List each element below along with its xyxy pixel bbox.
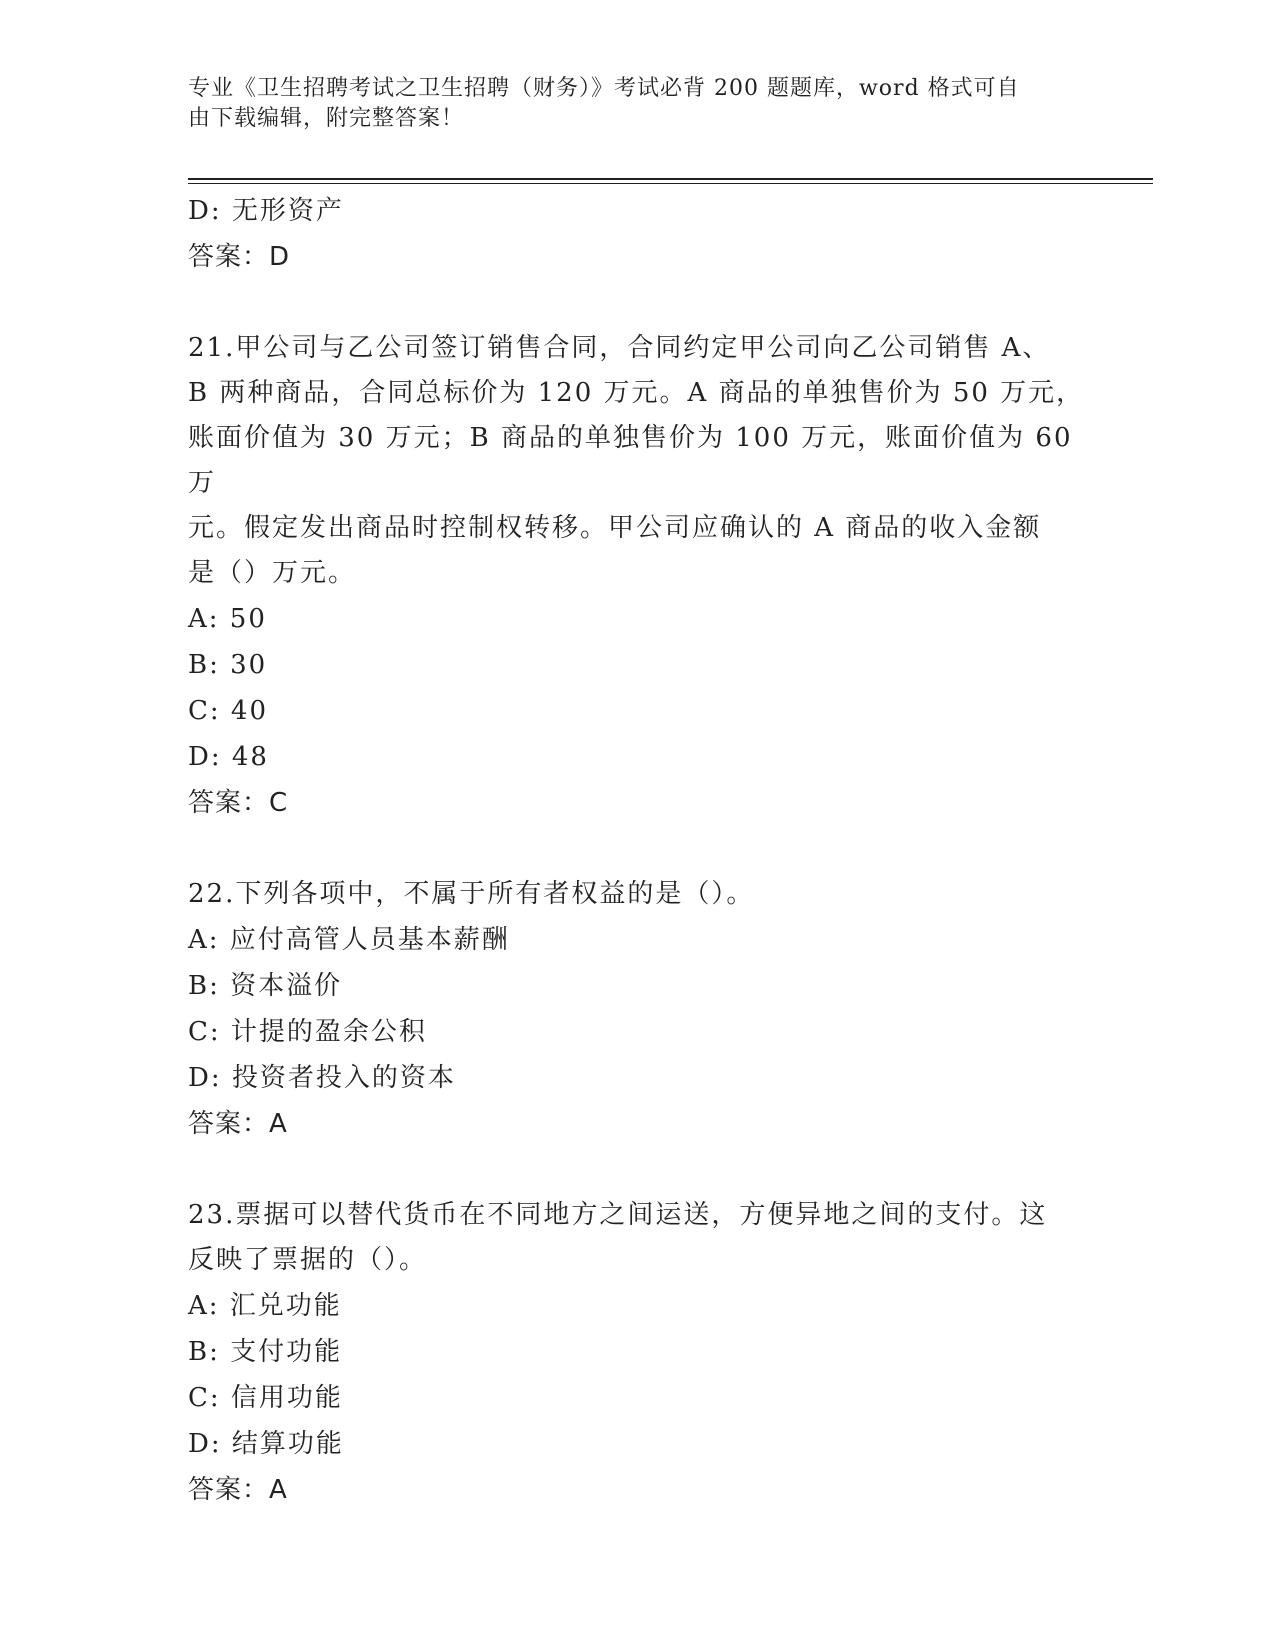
option-d: D: 无形资产 bbox=[188, 196, 344, 226]
option-a: A: 50 bbox=[188, 604, 267, 634]
question-23 bbox=[188, 1193, 1088, 1513]
option-d: D: 投资者投入的资本 bbox=[188, 1063, 456, 1093]
question-stem-line: 23.票据可以替代货币在不同地方之间运送，方便异地之间的支付。这 bbox=[188, 1200, 1048, 1230]
option-a: A: 应付高管人员基本薪酬 bbox=[188, 925, 510, 955]
option-b: B: 支付功能 bbox=[188, 1337, 343, 1367]
option-b: B: 资本溢价 bbox=[188, 971, 343, 1001]
question-stem-line: 22.下列各项中，不属于所有者权益的是（）。 bbox=[188, 879, 755, 909]
option-d: D: 结算功能 bbox=[188, 1429, 344, 1459]
option-d: D: 48 bbox=[188, 742, 269, 772]
question-stem-line: 反映了票据的（）。 bbox=[188, 1245, 428, 1275]
answer-line: 答案：A bbox=[188, 1475, 288, 1505]
question-stem-line: B 两种商品，合同总标价为 120 万元。A 商品的单独售价为 50 万元， bbox=[188, 378, 1085, 408]
answer-line: 答案：D bbox=[188, 242, 291, 272]
spacer bbox=[188, 1147, 1088, 1193]
header-line-2: 由下载编辑，附完整答案！ bbox=[188, 106, 465, 131]
question-stem-line: 21.甲公司与乙公司签订销售合同，合同约定甲公司向乙公司销售 A、 bbox=[188, 333, 1051, 363]
document-header bbox=[188, 74, 1088, 134]
question-stem-line: 账面价值为 30 万元；B 商品的单独售价为 100 万元，账面价值为 60 万 bbox=[188, 423, 1073, 498]
previous-question-tail bbox=[188, 188, 1088, 280]
option-c: C: 计提的盈余公积 bbox=[188, 1017, 427, 1047]
question-21 bbox=[188, 326, 1088, 826]
spacer bbox=[188, 826, 1088, 872]
option-c: C: 40 bbox=[188, 696, 269, 726]
question-stem-line: 元。假定发出商品时控制权转移。甲公司应确认的 A 商品的收入金额 bbox=[188, 513, 1042, 543]
header-line-1: 专业《卫生招聘考试之卫生招聘（财务）》考试必背 200 题题库，word 格式可自 bbox=[188, 76, 1020, 101]
option-c: C: 信用功能 bbox=[188, 1383, 343, 1413]
document-body bbox=[188, 188, 1088, 1513]
spacer bbox=[188, 280, 1088, 326]
header-divider-thick bbox=[188, 178, 1153, 180]
question-stem-line: 是（）万元。 bbox=[188, 558, 357, 588]
answer-line: 答案：C bbox=[188, 788, 289, 818]
header-divider-thin bbox=[188, 183, 1153, 184]
answer-line: 答案：A bbox=[188, 1109, 288, 1139]
question-22 bbox=[188, 872, 1088, 1147]
option-a: A: 汇兑功能 bbox=[188, 1291, 342, 1321]
option-b: B: 30 bbox=[188, 650, 268, 680]
